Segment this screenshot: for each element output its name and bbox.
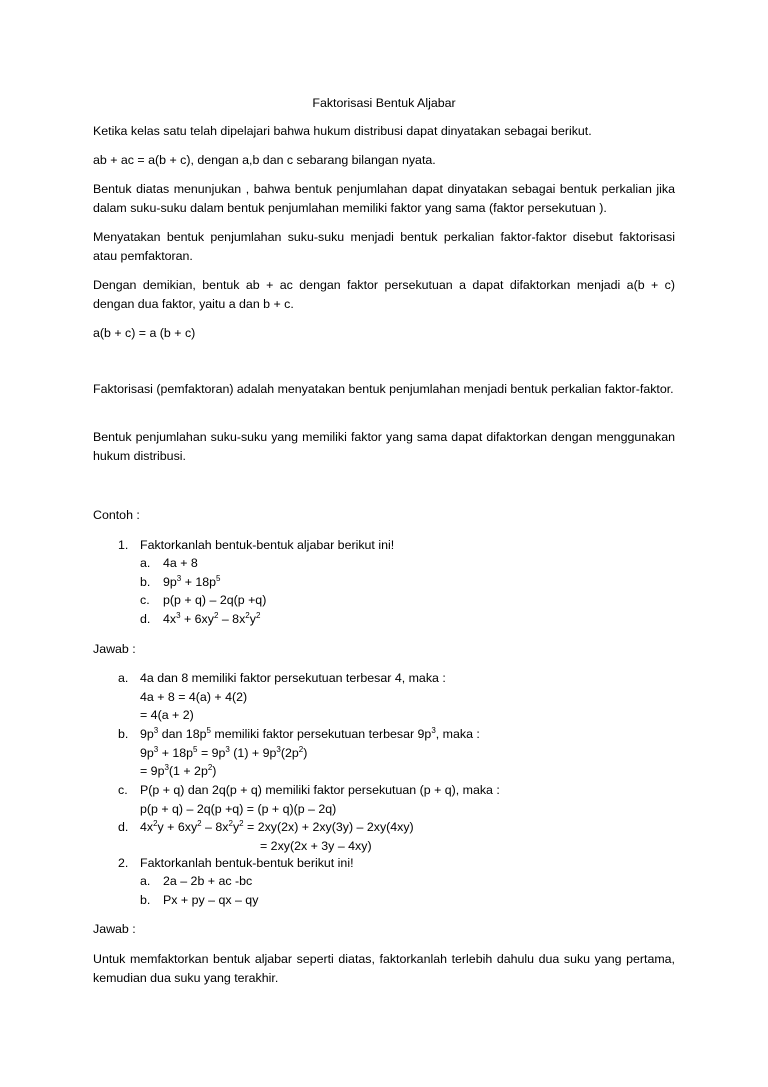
answer-line: 4a + 8 = 4(a) + 4(2) bbox=[140, 689, 248, 704]
sub-item-label: a. bbox=[140, 874, 151, 888]
answer-line: p(p + q) – 2q(p +q) = (p + q)(p – 2q) bbox=[140, 801, 337, 816]
answer-line: $9p^3$ dan $18p^5$ memiliki faktor persekutuan terbesar $9p^3$, maka : bbox=[140, 725, 480, 741]
answer-line: $4x^2y + 6xy^2 - 8x^2y^2 = 2xy(2x) + 2xy(3y) - 2xy(4xy)$ bbox=[140, 818, 414, 834]
document-title: Faktorisasi Bentuk Aljabar bbox=[312, 96, 456, 110]
list-number: 1. bbox=[118, 538, 129, 552]
sub-item-label: b. bbox=[140, 892, 151, 907]
paragraph-instruction: Untuk memfaktorkan bentuk aljabar seperti diatas, faktorkanlah terlebih dahulu dua suku yang pertama, kemudian dua suku yang terakhir. bbox=[93, 952, 675, 985]
answer-line: 4a dan 8 memiliki faktor persekutuan terbesar 4, maka : bbox=[140, 671, 446, 685]
paragraph-intro: Ketika kelas satu telah dipelajari bahwa hukum distribusi dapat dinyatakan sebagai berikut. bbox=[93, 124, 592, 138]
answer-label: d. bbox=[118, 820, 129, 834]
sub-item-expression: $4x^3 + 6xy^2 - 8x^2y^2$ bbox=[163, 610, 261, 626]
answer-label: a. bbox=[118, 671, 129, 685]
heading-jawab: Jawab : bbox=[93, 642, 136, 656]
answer-line: P(p + q) dan 2q(p + q) memiliki faktor persekutuan (p + q), maka : bbox=[140, 783, 500, 797]
answer-label: c. bbox=[118, 783, 128, 797]
sub-item-label: d. bbox=[140, 611, 151, 626]
paragraph-method: Bentuk penjumlahan suku-suku yang memiliki faktor yang sama dapat difaktorkan dengan menggunakan hukum distribusi. bbox=[93, 430, 675, 463]
answer-line: = 4(a + 2) bbox=[140, 708, 194, 722]
paragraph-explanation: Bentuk diatas menunjukan , bahwa bentuk penjumlahan dapat dinyatakan sebagai bentuk perkalian jika dalam suku-suku dalam bentuk penjumlahan memiliki faktor yang sama (faktor persekutuan ). bbox=[93, 182, 675, 215]
sub-item-expression: 4a + 8 bbox=[163, 556, 198, 570]
paragraph-definition: Menyatakan bentuk penjumlahan suku-suku menjadi bentuk perkalian faktor-faktor disebut faktorisasi atau pemfaktoran. bbox=[93, 230, 675, 263]
heading-contoh: Contoh : bbox=[93, 508, 140, 522]
sub-item-expression: Px + py – qx – qy bbox=[163, 892, 259, 907]
sub-item-label: a. bbox=[140, 556, 151, 570]
answer-line: $9p^3 + 18p^5 = 9p^3$ $(1) + 9p^3(2p^2)$ bbox=[140, 744, 308, 760]
list-number: 2. bbox=[118, 856, 129, 870]
paragraph-example: Dengan demikian, bentuk ab + ac dengan faktor persekutuan a dapat difaktorkan menjadi a(b + c) dengan dua faktor, yaitu a dan b + c. bbox=[93, 278, 675, 311]
answer-line: = 2xy(2x + 3y – 4xy) bbox=[260, 838, 372, 853]
question-2-text: Faktorkanlah bentuk-bentuk berikut ini! bbox=[140, 856, 354, 870]
sub-item-expression: 2a – 2b + ac -bc bbox=[163, 874, 253, 888]
answer-line: = $9p^3(1 + 2p^2)$ bbox=[140, 762, 217, 778]
formula-distributive: ab + ac = a(b + c), dengan a,b dan c sebarang bilangan nyata. bbox=[93, 153, 436, 167]
heading-jawab: Jawab : bbox=[93, 922, 136, 936]
sub-item-expression: p(p + q) – 2q(p +q) bbox=[163, 593, 267, 607]
sub-item-label: c. bbox=[140, 593, 150, 607]
sub-item-label: b. bbox=[140, 574, 151, 589]
paragraph-factorization: Faktorisasi (pemfaktoran) adalah menyatakan bentuk penjumlahan menjadi bentuk perkalian faktor-faktor. bbox=[93, 382, 674, 396]
question-1-text: Faktorkanlah bentuk-bentuk aljabar berikut ini! bbox=[140, 538, 395, 552]
answer-label: b. bbox=[118, 727, 129, 741]
sub-item-expression: $9p^3 + 18p^5$ bbox=[163, 573, 221, 589]
formula-result: a(b + c) = a (b + c) bbox=[93, 326, 196, 340]
